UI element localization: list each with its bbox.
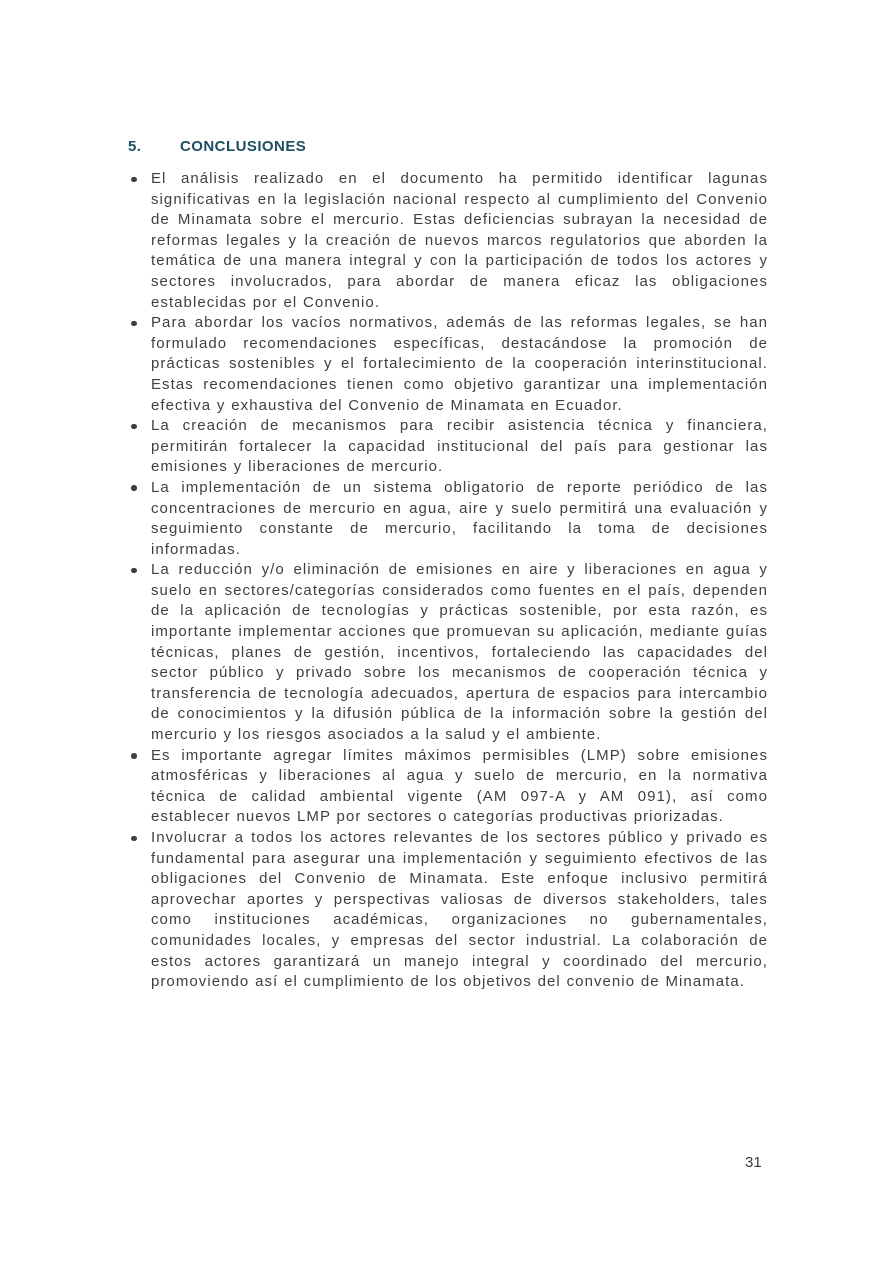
- bullet-item: [128, 746, 768, 828]
- bullet-text: Es importante agregar límites máximos permisibles (LMP) sobre emisiones atmosféricas y liberaciones al agua y suelo de mercurio, en la normativa técnica de calidad ambiental vigente (AM 097-A y AM 091), así como establecer nuevos LMP por sectores o categorías productivas priorizadas.: [151, 746, 768, 826]
- bullet-text: La reducción y/o eliminación de emisiones en aire y liberaciones en agua y suelo en sectores/categorías considerados como fuentes en el país, dependen de la aplicación de tecnologías y prácticas sostenible, por esta razón, es importante implementar acciones que promuevan su aplicación, mediante guías técnicas, planes de gestión, incentivos, fortaleciendo las capacidades del sector público y privado sobre los mecanismos de cooperación técnica y transferencia de tecnología adecuados, apertura de espacios para intercambio de conocimientos y la difusión pública de la información sobre la gestión del mercurio y los riesgos asociados a la salud y el ambiente.: [151, 561, 768, 744]
- section-heading: [128, 138, 768, 155]
- bullet-item: [128, 169, 768, 313]
- bullet-item: [128, 416, 768, 478]
- bullet-item: [128, 560, 768, 745]
- bullet-icon: [131, 485, 137, 491]
- bullet-item: [128, 478, 768, 560]
- bullet-text: Para abordar los vacíos normativos, además de las reformas legales, se han formulado recomendaciones específicas, destacándose la promoción de prácticas sostenibles y el fortalecimiento de la cooperación interinstitucional. Estas recomendaciones tienen como objetivo garantizar una implementación efectiva y exhaustiva del Convenio de Minamata en Ecuador.: [151, 314, 768, 414]
- bullet-icon: [131, 424, 137, 430]
- page-content: [128, 138, 768, 993]
- bullet-icon: [131, 321, 137, 327]
- section-title: CONCLUSIONES: [180, 138, 307, 155]
- section-number: 5.: [128, 138, 142, 155]
- bullet-text: La creación de mecanismos para recibir asistencia técnica y financiera, permitirán fortalecer la capacidad institucional del país para gestionar las emisiones y liberaciones de mercurio.: [151, 417, 768, 476]
- bullet-text: La implementación de un sistema obligatorio de reporte periódico de las concentraciones de mercurio en agua, aire y suelo permitirá una evaluación y seguimiento constante de mercurio, facilitando la toma de decisiones informadas.: [151, 478, 768, 558]
- bullet-item: [128, 313, 768, 416]
- page-number: 31: [745, 1154, 762, 1171]
- bullet-icon: [131, 568, 137, 574]
- bullet-icon: [131, 753, 137, 759]
- bullet-text: El análisis realizado en el documento ha permitido identificar lagunas significativas en la legislación nacional respecto al cumplimiento del Convenio de Minamata sobre el mercurio. Estas deficiencias subrayan la necesidad de reformas legales y la creación de nuevos marcos regulatorios que aborden la temática de una manera integral y con la participación de todos los actores y sectores involucrados, para abordar de manera eficaz las obligaciones establecidas por el Convenio.: [151, 170, 768, 311]
- bullet-icon: [131, 836, 137, 842]
- bullet-item: [128, 828, 768, 993]
- bullet-icon: [131, 177, 137, 183]
- conclusions-list: [128, 169, 768, 993]
- bullet-text: Involucrar a todos los actores relevantes de los sectores público y privado es fundamental para asegurar una implementación y seguimiento efectivos de las obligaciones del Convenio de Minamata. Este enfoque inclusivo permitirá aprovechar aportes y perspectivas valiosas de diversos stakeholders, tales como instituciones académicas, organizaciones no gubernamentales, comunidades locales, y empresas del sector industrial. La colaboración de estos actores garantizará un manejo integral y coordinado del mercurio, promoviendo así el cumplimiento de los objetivos del convenio de Minamata.: [151, 829, 768, 991]
